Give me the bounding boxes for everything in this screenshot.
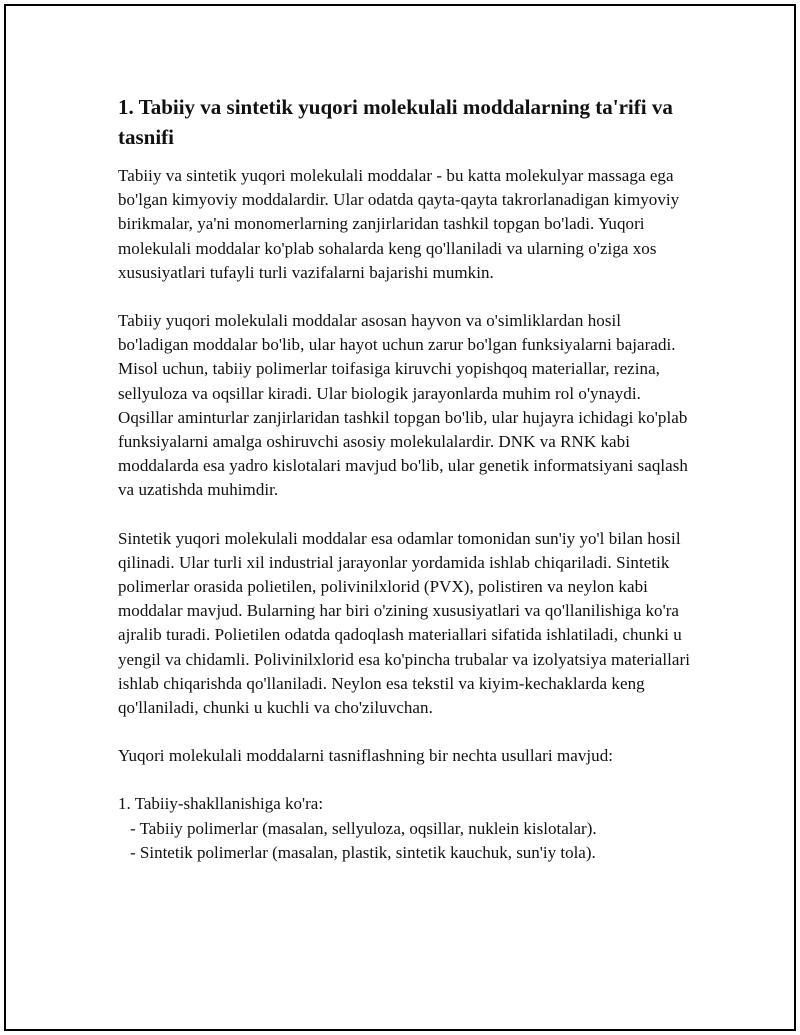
list-item: - Sintetik polimerlar (masalan, plastik, sintetik kauchuk, sun'iy tola). bbox=[130, 842, 596, 862]
paragraph-intro: Tabiiy va sintetik yuqori molekulali moddalar - bu katta molekulyar massaga ega bo'lgan kimyoviy moddalardir. Ular odatda qayta-qayta takrorlanadigan kimyoviy birikmalar, ya'ni monomerlarning zanjirlaridan tashkil topgan bo'ladi. Yuqori molekulali moddalar ko'plab sohalarda keng qo'llaniladi va ularning o'ziga xos xususiyatlari tufayli turli vazifalarni bajarishi mumkin. bbox=[118, 166, 680, 282]
list-heading: 1. Tabiiy-shakllanishiga ko'ra: bbox=[118, 794, 324, 814]
section-title: 1. Tabiiy va sintetik yuqori molekulali moddalarning ta'rifi va tasnifi bbox=[118, 95, 673, 149]
paragraph-natural: Tabiiy yuqori molekulali moddalar asosan hayvon va o'simliklardan hosil bo'ladigan moddalar bo'lib, ular hayot uchun zarur bo'lgan funksiyalarni bajaradi. Misol uchun, tabiiy polimerlar toifasiga kiruvchi yopishqoq materiallar, rezina, sellyuloza va oqsillar kiradi. Ular biologik jarayonlarda muhim rol o'ynaydi. Oqsillar aminturlar zanjirlaridan tashkil topgan bo'lib, ular hujayra ichidagi ko'plab funksiyalarni amalga oshiruvchi asosiy molekulalardir. DNK va RNK kabi moddalarda esa yadro kislotalari mavjud bo'lib, ular genetik informatsiyani saqlash va uzatishda muhimdir. bbox=[118, 311, 688, 500]
list-item: - Tabiiy polimerlar (masalan, sellyuloza, oqsillar, nuklein kislotalar). bbox=[130, 818, 597, 838]
classification-list bbox=[118, 817, 693, 865]
document-body bbox=[118, 92, 693, 865]
paragraph-synthetic: Sintetik yuqori molekulali moddalar esa odamlar tomonidan sun'iy yo'l bilan hosil qilinadi. Ular turli xil industrial jarayonlar yordamida ishlab chiqariladi. Sintetik polimerlar orasida polietilen, polivinilxlorid (PVX), polistiren va neylon kabi moddalar mavjud. Bularning har biri o'zining xususiyatlari va qo'llanilishiga ko'ra ajralib turadi. Polietilen odatda qadoqlash materiallari sifatida ishlatiladi, chunki u yengil va chidamli. Polivinilxlorid esa ko'pincha trubalar va izolyatsiya materiallari ishlab chiqarishda qo'llaniladi. Neylon esa tekstil va kiyim-kechaklarda keng qo'llaniladi, chunki u kuchli va cho'ziluvchan. bbox=[118, 528, 690, 718]
paragraph-classification: Yuqori molekulali moddalarni tasniflashning bir nechta usullari mavjud: bbox=[118, 746, 614, 766]
